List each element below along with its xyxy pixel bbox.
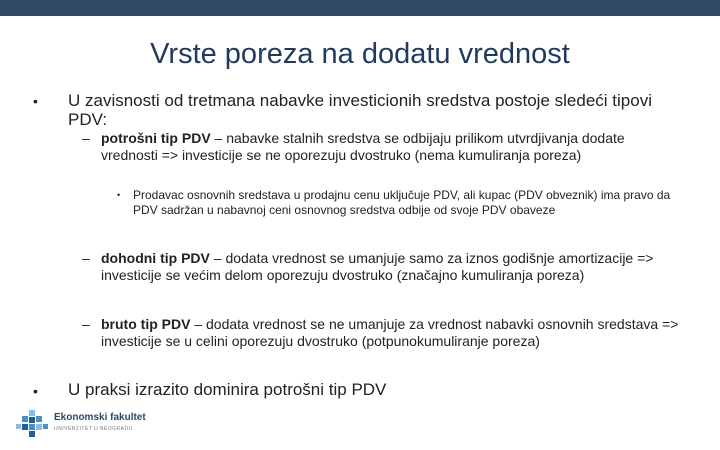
bullet-text-1: U zavisnosti od tretmana nabavke investicionih sredstva postoje sledeći tipovi PDV:: [68, 91, 652, 129]
dash-marker: –: [82, 316, 90, 332]
logo-mark-icon: [14, 408, 50, 440]
subitem-2: [101, 250, 681, 284]
subitem-3-term: bruto tip PDV: [101, 316, 191, 332]
bullet-text-2: U praksi izrazito dominira potrošni tip PDV: [68, 380, 387, 399]
bullet-marker: •: [33, 93, 38, 109]
bullet-marker: •: [117, 190, 121, 200]
logo-name: Ekonomski fakultet: [54, 412, 146, 423]
subitem-2-text: – dodata vrednost se umanjuje samo za iznos godišnje amortizacije => investicije se većim delom oporezuju dvostruko (značajno kumuliranja poreza): [101, 250, 654, 283]
slide-title: Vrste poreza na dodatu vrednost: [150, 38, 570, 70]
subitem-1-text: – nabavke stalnih sredstva se odbijaju prilikom utvrdjivanja dodate vrednosti => investicije se ne oporezuju dvostruko (nema kumuliranja poreza): [101, 130, 625, 163]
subitem-1: [101, 130, 681, 164]
subitem-3-text: – dodata vrednost se ne umanjuje za vrednost nabavki osnovnih sredstava => investicije se u celini oporezuju dvostruko (potpunokumuliranje poreza): [101, 316, 679, 349]
dash-marker: –: [82, 250, 90, 266]
subitem-1-note: Prodavac osnovnih sredstava u prodajnu cenu uključuje PDV, ali kupac (PDV obveznik) ima pravo da PDV sadržan u nabavnoj ceni osnovnog sredstva odbije od svoje PDV obaveze: [133, 188, 671, 217]
logo-subtitle: UNIVERZITET U BEOGRADU: [54, 426, 133, 432]
top-bar: [0, 0, 720, 16]
dash-marker: –: [82, 130, 90, 146]
bullet-marker: •: [33, 383, 38, 399]
subitem-1-term: potrošni tip PDV: [101, 130, 211, 146]
faculty-logo: [14, 408, 174, 442]
subitem-2-term: dohodni tip PDV: [101, 250, 210, 266]
subitem-3: [101, 316, 681, 350]
